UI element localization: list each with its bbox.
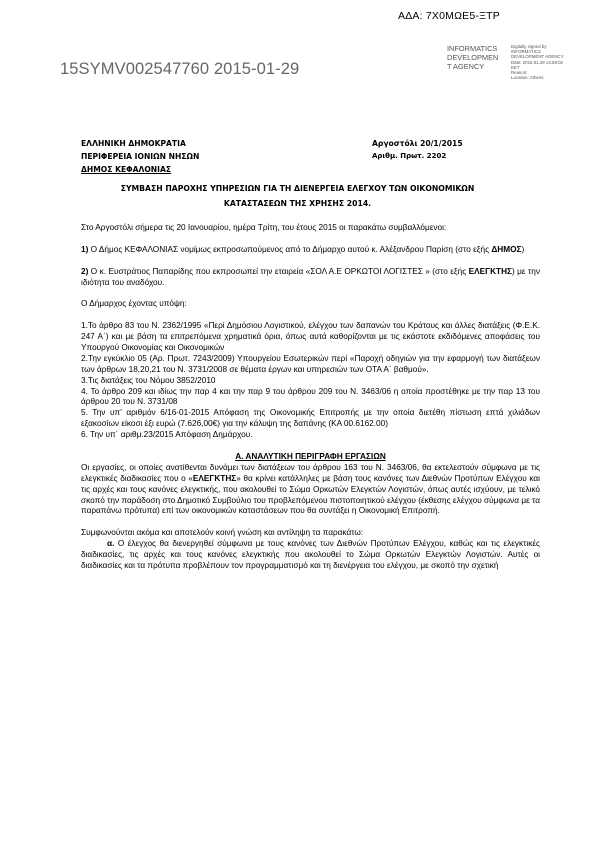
party-one-term: ΔΗΜΟΣ bbox=[491, 244, 522, 254]
party-two-closing: ) με την ιδιότητα του αναδόχου. bbox=[81, 266, 540, 287]
party-two-number: 2) bbox=[81, 266, 89, 276]
document-stamp-code: 15SYMV002547760 2015-01-29 bbox=[60, 60, 300, 78]
legal-basis-item: 6. Την υπ΄ αριθμ.23/2015 Απόφαση Δημάρχου. bbox=[81, 430, 253, 440]
point-alpha-paragraph bbox=[81, 539, 540, 572]
legal-basis-item: 4. Το άρθρο 209 και ιδίως την παρ 4 και την παρ 9 του άρθρου 209 του Ν. 3463/06 η οποία προστέθηκε με την παρ 13 του άρθρου 20 του Ν. 3731/08 bbox=[81, 386, 540, 407]
point-alpha-text: Ο έλεγχος θα διενεργηθεί σύμφωνα με τους κανόνες των Διεθνών Προτύπων Ελέγχου, καθώς και τις ελεγκτικές διαδικασίες, τις αρχές και τους κανόνες ελεγκτικής που ακολουθεί το Σώμα Ορκωτών Ελεγκτών Λογιστών. Αυτές οι διαδικασίες και τα πρότυπα προβλέπουν τον προγραμματισμό και τη διενέργεια του ελέγχου, με σκοπό την σχετική bbox=[81, 539, 540, 570]
intro-paragraph: Στο Αργοστόλι σήμερα τις 20 Ιανουαρίου, ημέρα Τρίτη, του έτους 2015 οι παρακάτω συμβαλλόμενοι: bbox=[81, 223, 447, 232]
signature-org-line: DEVELOPMEN bbox=[447, 53, 499, 62]
place-date: Αργοστόλι 20/1/2015 bbox=[372, 139, 463, 148]
section-a-paragraph bbox=[81, 463, 540, 518]
signature-detail-line: Date: 2015.01.29 14:59:02 bbox=[511, 59, 563, 65]
party-one-paragraph bbox=[81, 245, 540, 256]
signature-detail-line: Digitally signed by bbox=[511, 44, 547, 49]
agreed-paragraph: Συμφωνούνται ακόμα και αποτελούν κοινή γνώση και αντίληψη τα παρακάτω: bbox=[81, 528, 364, 538]
issuer-municipality: ΔΗΜΟΣ ΚΕΦΑΛΟΝΙΑΣ bbox=[81, 165, 172, 174]
section-a-title: Α. ΑΝΑΛΥΤΙΚΗ ΠΕΡΙΓΡΑΦΗ ΕΡΓΑΣΙΩΝ bbox=[235, 451, 386, 461]
party-one-number: 1) bbox=[81, 244, 89, 254]
legal-basis-item: 5. Την υπ' αριθμόν 6/16-01-2015 Απόφαση της Οικονομικής Επιτροπής με την οποία διετέθη πίστωση επτά χιλιάδων εξακοσίων είκοσι έξι ευρώ (7.626,00€) για την κάλυψη της δαπάνης (ΚΑ 00.6162.00) bbox=[81, 408, 540, 429]
signature-detail-line: EET bbox=[511, 64, 520, 70]
signature-org-line: T AGENCY bbox=[447, 62, 485, 71]
party-two-term: ΕΛΕΓΚΤΗΣ bbox=[468, 266, 512, 276]
signature-detail-line: DEVELOPMENT AGENCY bbox=[511, 54, 564, 60]
party-one-text: Ο Δήμος ΚΕΦΑΛΟΝΙΑΣ νομίμως εκπροσωπούμενος από το Δήμαρχο αυτού κ. Αλέξανδρου Παρίση (στο εξής bbox=[88, 244, 492, 254]
signature-detail-line: Location: Athens bbox=[511, 75, 544, 81]
legal-basis-item: 1.Το άρθρο 83 του Ν. 2362/1995 «Περί Δημόσιου Λογιστικού, ελέγχου των δαπανών του Κράτους και άλλες διατάξεις (Φ.Ε.Κ. 247 Α΄) και με βάση τα επιτρεπόμενα χρηματικά όρια, όπως αυτά καθορίζονται με τις εκάστοτε εκδιδόμενες αποφάσεις του Υπουργού Οικονομίας και Οικονομικών bbox=[81, 321, 540, 352]
legal-basis-item: 3.Τις διατάξεις του Νόμου 3852/2010 bbox=[81, 375, 216, 385]
issuer-country: ΕΛΛΗΝΙΚΗ ΔΗΜΟΚΡΑΤΙΑ bbox=[81, 139, 186, 148]
legal-basis-item: 2.Την εγκύκλιο 05 (Αρ. Πρωτ. 7243/2009) Υπουργείου Εσωτερικών περί «Παροχή οδηγιών για την εφαρμογή των διατάξεων των άρθρων 18,20,21 του Ν. 3731/2008 σε θέματα έργων και υπηρεσιών των ΟΤΑ Α΄ βαθμού». bbox=[81, 353, 540, 374]
title-line: ΚΑΤΑΣΤΑΣΕΩΝ ΤΗΣ ΧΡΗΣΗΣ 2014. bbox=[223, 199, 372, 208]
party-one-closing: ) bbox=[521, 244, 525, 254]
signature-detail-line: Reason: bbox=[511, 70, 528, 76]
section-a-text-continued: » θα κρίνει κατάλληλες με βάση τους κανόνες των Διεθνών Προτύπων Ελέγχου και τις αρχές και τους κανόνες ελεγκτικής, που ακολουθεί το Σώμα Ορκωτών Ελεγκτών Λογιστών, όπως αυτές ισχύουν, με τελικό σκοπό την παράδοση στο Δημοτικό Συμβούλιο του προβλεπόμενου πιστοποιητικού ελέγχου (έκθεσης ελέγχου σύμφωνα με τα παραπάνω πρότυπα) επί των οικονομικών καταστάσεων που θα συντάξει η Οικονομική Επιτροπή. bbox=[81, 473, 540, 516]
section-a-term: ΕΛΕΓΚΤΗΣ bbox=[192, 473, 237, 483]
ada-code: ΑΔΑ: 7Χ0ΜΩΕ5-ΞΤΡ bbox=[398, 10, 500, 22]
section-a-text: Οι εργασίες, οι οποίες ανατίθενται δυνάμει των διατάξεων του άρθρου 163 του Ν. 3463/06, θα εκτελεστούν σύμφωνα με τις ελεγκτικές διαδικασίες που ο « bbox=[81, 462, 540, 483]
considering-paragraph: Ο Δήμαρχος έχοντας υπόψη: bbox=[81, 299, 187, 309]
document-body bbox=[81, 223, 540, 572]
signature-org-line: INFORMATICS bbox=[447, 44, 498, 53]
party-two-paragraph bbox=[81, 267, 540, 289]
signature-detail-line: INFORMATICS bbox=[511, 49, 541, 55]
point-alpha-marker: α. bbox=[107, 539, 115, 549]
date-protocol-block bbox=[372, 137, 463, 163]
issuer-block bbox=[81, 137, 199, 176]
issuer-region: ΠΕΡΙΦΕΡΕΙΑ ΙΟΝΙΩΝ ΝΗΣΩΝ bbox=[81, 152, 200, 161]
document-title bbox=[60, 181, 535, 211]
party-two-text: Ο κ. Ευστράτιος Παπαρίδης που εκπροσωπεί την εταιρεία «ΣΟΛ Α.Ε ΟΡΚΩΤΟΙ ΛΟΓΙΣΤΕΣ » (στο εξής bbox=[88, 266, 469, 276]
protocol-number: Αριθμ. Πρωτ. 2202 bbox=[372, 152, 447, 160]
title-line: ΣΥΜΒΑΣΗ ΠΑΡΟΧΗΣ ΥΠΗΡΕΣΙΩΝ ΓΙΑ ΤΗ ΔΙΕΝΕΡΓΕΙΑ ΕΛΕΓΧΟΥ ΤΩΝ ΟΙΚΟΝΟΜΙΚΩΝ bbox=[120, 184, 475, 193]
signature-organization bbox=[447, 44, 509, 71]
signature-details bbox=[511, 44, 589, 80]
